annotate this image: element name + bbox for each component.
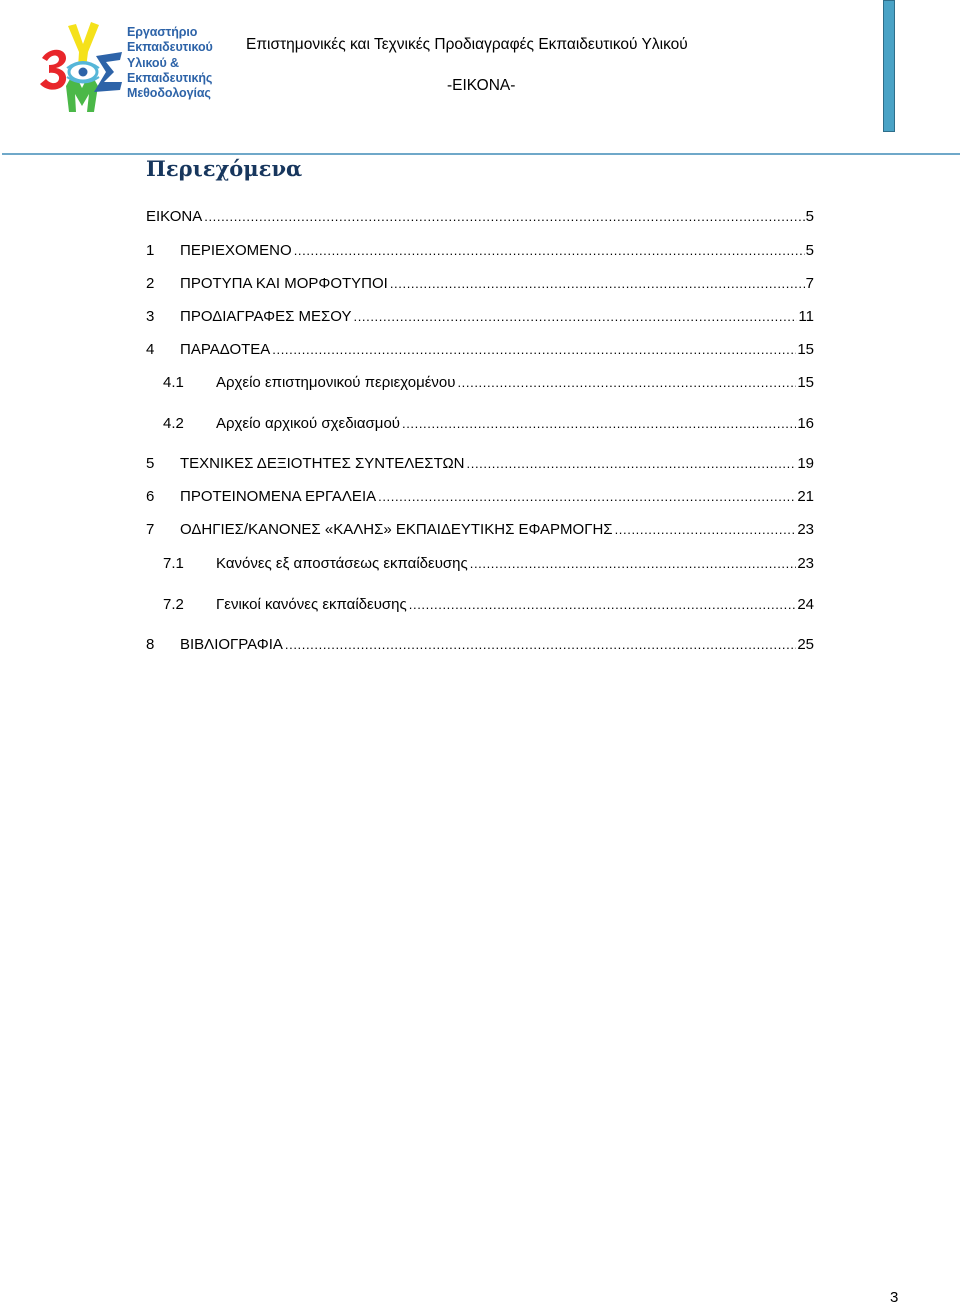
toc-heading: Περιεχόμενα [146, 156, 303, 181]
toc-entry-page: 21 [797, 488, 814, 505]
toc-leader-dots [457, 373, 796, 393]
toc-entry-title: Αρχείο επιστημονικού περιεχομένου [216, 374, 456, 391]
toc-entry-7-2[interactable] [163, 595, 814, 617]
toc-entry-title: ΒΙΒΛΙΟΓΡΑΦΙΑ [180, 636, 283, 653]
toc-leader-dots [353, 307, 797, 327]
toc-entry-page: 19 [797, 455, 814, 472]
toc-leader-dots [467, 454, 797, 474]
toc-entry-number: 4.2 [163, 415, 184, 432]
toc-entry-page: 11 [798, 308, 814, 325]
toc-entry-page: 23 [797, 521, 814, 538]
toc-entry-title: ΤΕΧΝΙΚΕΣ ΔΕΞΙΟΤΗΤΕΣ ΣΥΝΤΕΛΕΣΤΩΝ [180, 455, 465, 472]
toc-entry-4-2[interactable] [163, 414, 814, 436]
toc-entry-page: 15 [797, 341, 814, 358]
toc-entry-number: 7.2 [163, 596, 184, 613]
logo-line-2: Εκπαιδευτικού [127, 40, 213, 55]
toc-entry-1[interactable] [146, 241, 814, 263]
toc-entry-title: Αρχείο αρχικού σχεδιασμού [216, 415, 400, 432]
toc-entry-7[interactable] [146, 520, 814, 542]
toc-leader-dots [204, 207, 804, 227]
toc-entry-number: 7.1 [163, 555, 184, 572]
document-subtitle: -ΕΙΚΟΝΑ- [447, 77, 516, 94]
toc-leader-dots [294, 241, 805, 261]
toc-entry-number: 5 [146, 455, 155, 472]
toc-leader-dots [390, 274, 805, 294]
toc-entry-title: Γενικοί κανόνες εκπαίδευσης [216, 596, 407, 613]
toc-leader-dots [402, 414, 796, 434]
toc-entry-number: 2 [146, 275, 155, 292]
toc-leader-dots [470, 554, 797, 574]
toc-entry-number: 7 [146, 521, 155, 538]
logo-line-5: Μεθοδολογίας [127, 86, 211, 101]
toc-entry-8[interactable] [146, 635, 814, 657]
toc-entry-number: 4 [146, 341, 155, 358]
table-of-contents [146, 0, 814, 700]
toc-leader-dots [615, 520, 797, 540]
logo-line-4: Εκπαιδευτικής [127, 70, 213, 85]
page-number: 3 [890, 1289, 899, 1306]
toc-entry-number: 3 [146, 308, 155, 325]
toc-leader-dots [378, 487, 796, 507]
logo-emblem-icon [36, 16, 128, 114]
toc-entry-title: ΠΕΡΙΕΧΟΜΕΝΟ [180, 242, 292, 259]
toc-entry-title: ΠΡΟΔΙΑΓΡΑΦΕΣ ΜΕΣΟΥ [180, 308, 352, 325]
toc-entry-7-1[interactable] [163, 554, 814, 576]
toc-entry-title: ΠΡΟΤΥΠΑ ΚΑΙ ΜΟΡΦΟΤΥΠΟΙ [180, 275, 388, 292]
logo-line-3: Υλικού & [127, 55, 179, 70]
toc-entry-2[interactable] [146, 274, 814, 296]
toc-entry-page: 5 [805, 242, 814, 259]
document-title: Επιστημονικές και Τεχνικές Προδιαγραφές Εκπαιδευτικού Υλικού [246, 36, 688, 53]
toc-entry-number: 6 [146, 488, 155, 505]
toc-entry-5[interactable] [146, 454, 814, 476]
toc-entry-page: 5 [805, 208, 814, 225]
toc-leader-dots [285, 635, 796, 655]
toc-entry-number: 8 [146, 636, 155, 653]
toc-entry-title: ΟΔΗΓΙΕΣ/ΚΑΝΟΝΕΣ «ΚΑΛΗΣ» ΕΚΠΑΙΔΕΥΤΙΚΗΣ ΕΦΑΡΜΟΓΗΣ [180, 521, 613, 538]
toc-entry-page: 7 [805, 275, 814, 292]
logo-line-1: Εργαστήριο [127, 25, 198, 39]
toc-entry-page: 25 [797, 636, 814, 653]
toc-entry-eikona[interactable] [146, 207, 814, 229]
toc-entry-4-1[interactable] [163, 373, 814, 395]
toc-entry-page: 15 [797, 374, 814, 391]
header-accent-bar [883, 0, 895, 132]
toc-entry-page: 16 [797, 415, 814, 432]
toc-entry-4[interactable] [146, 340, 814, 362]
toc-entry-title: ΠΡΟΤΕΙΝΟΜΕΝΑ ΕΡΓΑΛΕΙΑ [180, 488, 377, 505]
toc-entry-title: ΠΑΡΑΔΟΤΕΑ [180, 341, 271, 358]
toc-leader-dots [272, 340, 796, 360]
toc-entry-page: 24 [797, 596, 814, 613]
toc-entry-page: 23 [797, 555, 814, 572]
toc-entry-title: ΕΙΚΟΝΑ [146, 208, 203, 225]
toc-entry-number: 1 [146, 242, 155, 259]
toc-entry-6[interactable] [146, 487, 814, 509]
toc-leader-dots [409, 595, 797, 615]
toc-entry-3[interactable] [146, 307, 814, 329]
toc-entry-number: 4.1 [163, 374, 184, 391]
toc-entry-title: Κανόνες εξ αποστάσεως εκπαίδευσης [216, 555, 468, 572]
